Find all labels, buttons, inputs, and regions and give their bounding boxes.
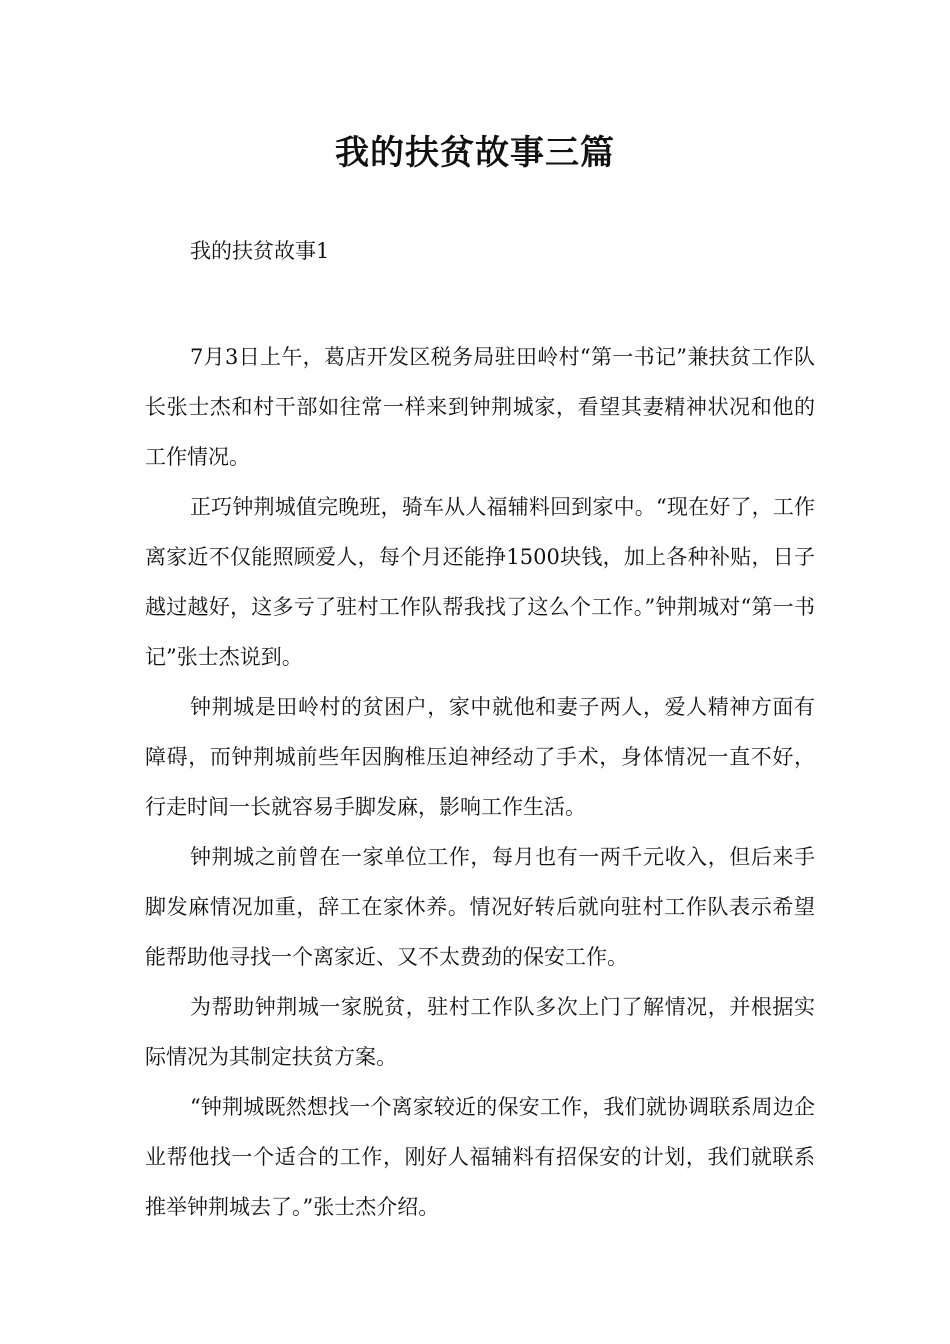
paragraph: “钟荆城既然想找一个离家较近的保安工作，我们就协调联系周边企业帮他找一个适合的工作，刚好人福辅料有招保安的计划，我们就联系推举钟荆城去了。”张士杰介绍。 <box>145 1095 815 1219</box>
paragraph: 正巧钟荆城值完晚班，骑车从人福辅料回到家中。“现在好了，工作离家近不仅能照顾爱人，每个月还能挣1500块钱，加上各种补贴，日子越过越好，这多亏了驻村工作队帮我找了这么个工作。”钟荆城对“第一书记”张士杰说到。 <box>145 495 815 669</box>
paragraph: 为帮助钟荆城一家脱贫，驻村工作队多次上门了解情况，并根据实际情况为其制定扶贫方案。 <box>145 995 815 1069</box>
paragraph: 7月3日上午，葛店开发区税务局驻田岭村“第一书记”兼扶贫工作队长张士杰和村干部如往常一样来到钟荆城家，看望其妻精神状况和他的工作情况。 <box>145 345 815 469</box>
section-heading: 我的扶贫故事1 <box>190 239 330 263</box>
document-body <box>145 332 815 1232</box>
document-title: 我的扶贫故事三篇 <box>335 133 615 173</box>
paragraph: 钟荆城之前曾在一家单位工作，每月也有一两千元收入，但后来手脚发麻情况加重，辞工在家休养。情况好转后就向驻村工作队表示希望能帮助他寻找一个离家近、又不太费劲的保安工作。 <box>145 845 815 969</box>
paragraph: 钟荆城是田岭村的贫困户，家中就他和妻子两人，爱人精神方面有障碍，而钟荆城前些年因胸椎压迫神经动了手术，身体情况一直不好，行走时间一长就容易手脚发麻，影响工作生活。 <box>145 695 815 819</box>
